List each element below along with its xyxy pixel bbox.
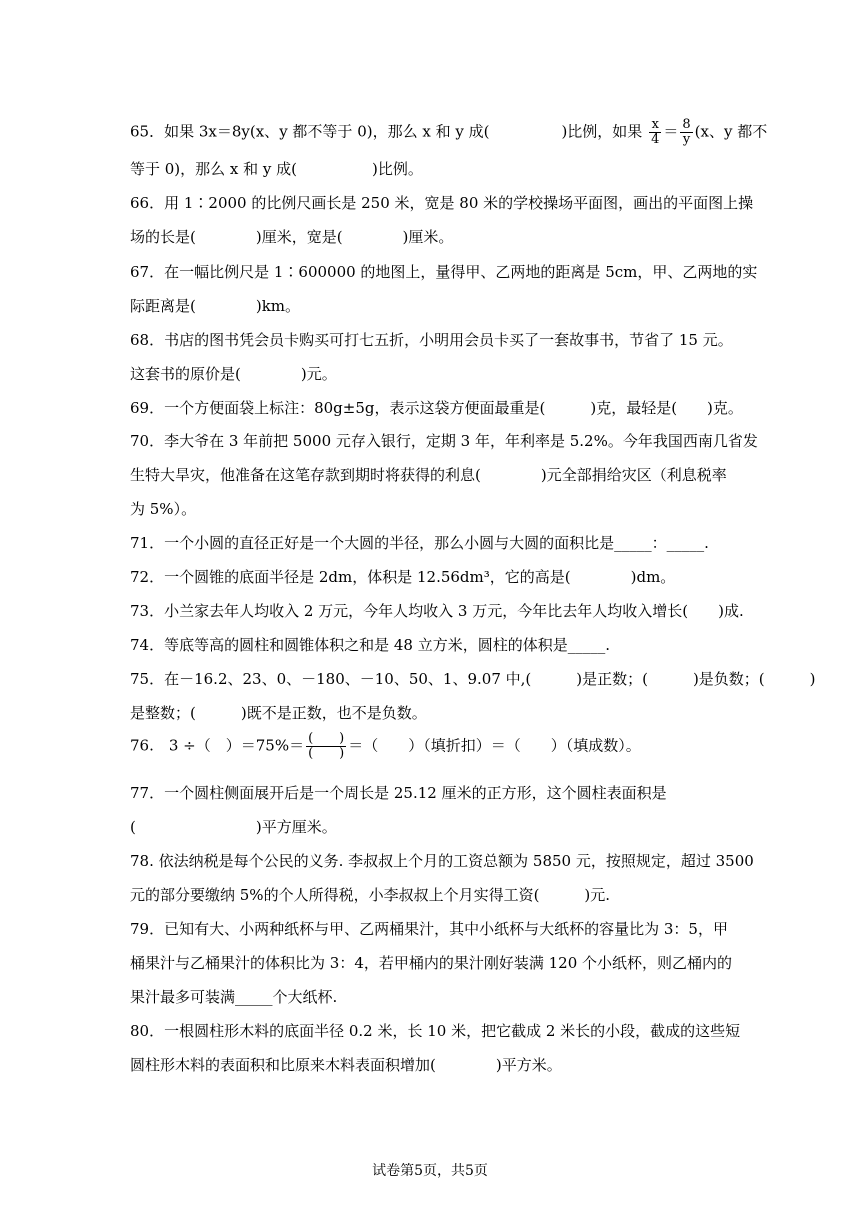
question-80-line-1: 80．一根圆柱形木料的底面半径 0.2 米，长 10 米，把它截成 2 米长的小段，截成的这些短 — [130, 1022, 741, 1040]
page-footer: 试卷第5页，共5页 — [372, 1163, 488, 1179]
question-72-line-1: 72．一个圆锥的底面半径是 2dm，体积是 12.56dm³，它的高是( )dm。 — [130, 568, 676, 586]
question-80-line-2: 圆柱形木料的表面积和比原来木料表面积增加( )平方米。 — [130, 1056, 562, 1074]
question-71-line-1: 71．一个小圆的直径正好是一个大圆的半径，那么小圆与大圆的面积比是_____：_____. — [130, 534, 709, 552]
question-68-line-1: 68．书店的图书凭会员卡购买可打七五折，小明用会员卡买了一套故事书，节省了 15 元。 — [130, 331, 733, 349]
question-73-line-1: 73．小兰家去年人均收入 2 万元，今年人均收入 3 万元，今年比去年人均收入增长( )成. — [130, 602, 744, 620]
question-67-line-2: 际距离是( )km。 — [130, 297, 301, 315]
fraction-x-over-4: $\frac{x}{4}$ — [651, 117, 660, 147]
question-66-line-2: 场的长是( )厘米，宽是( )厘米。 — [130, 228, 454, 246]
question-65-line-1: 65．如果 3x＝8y(x、y 都不等于 0)，那么 x 和 y 成( )比例，如果 $\frac{x}{4}$ ＝ $\frac{8}{y}$ (x、y 都不 — [130, 117, 768, 147]
question-79-line-2: 桶果汁与乙桶果汁的体积比为 3：4，若甲桶内的果汁刚好装满 120 个小纸杯，则乙桶内的 — [130, 954, 733, 972]
question-69-line-1: 69．一个方便面袋上标注：80g±5g，表示这袋方便面最重是( )克，最轻是( )克。 — [130, 399, 743, 417]
question-70-line-2: 生特大旱灾，他准备在这笔存款到期时将获得的利息( )元全部捐给灾区（利息税率 — [130, 466, 727, 484]
question-77-line-1: 77．一个圆柱侧面展开后是一个周长是 25.12 厘米的正方形，这个圆柱表面积是 — [130, 784, 667, 802]
question-75-line-1: 75．在－16.2、23、0、－180、－10、50、1、9.07 中,( )是正数；( )是负数；( ) — [130, 670, 816, 688]
question-77-line-2: ( )平方厘米。 — [130, 818, 337, 836]
question-79-line-3: 果汁最多可装满_____个大纸杯. — [130, 988, 338, 1006]
fraction-blank: $\frac{( )}{( )}$ — [308, 731, 345, 761]
question-75-line-2: 是整数；( )既不是正数，也不是负数。 — [130, 704, 427, 722]
question-70-line-1: 70．李大爷在 3 年前把 5000 元存入银行，定期 3 年，年利率是 5.2%。今年我国西南几省发 — [130, 432, 758, 450]
question-70-line-3: 为 5%）。 — [130, 500, 197, 518]
question-66-line-1: 66．用 1∶2000 的比例尺画长是 250 米，宽是 80 米的学校操场平面图，画出的平面图上操 — [130, 194, 754, 212]
question-65-line-2: 等于 0)，那么 x 和 y 成( )比例。 — [130, 160, 423, 178]
question-76-line-1: 76. 3 ÷（ ）＝75%＝ $\frac{( )}{( )}$ ＝（ ）（填折扣）＝（ ）（填成数）。 — [130, 731, 641, 761]
question-68-line-2: 这套书的原价是( )元。 — [130, 365, 337, 383]
question-78-line-1: 78. 依法纳税是每个公民的义务. 李叔叔上个月的工资总额为 5850 元，按照规定，超过 3500 — [130, 852, 754, 870]
fraction-8-over-y: $\frac{8}{y}$ — [682, 117, 691, 147]
question-79-line-1: 79．已知有大、小两种纸杯与甲、乙两桶果汁，其中小纸杯与大纸杯的容量比为 3：5，甲 — [130, 920, 728, 938]
question-67-line-1: 67．在一幅比例尺是 1∶600000 的地图上，量得甲、乙两地的距离是 5cm，甲、乙两地的实 — [130, 263, 758, 281]
question-78-line-2: 元的部分要缴纳 5%的个人所得税，小李叔叔上个月实得工资( )元. — [130, 886, 611, 904]
question-74-line-1: 74．等底等高的圆柱和圆锥体积之和是 48 立方米，圆柱的体积是_____. — [130, 636, 610, 654]
